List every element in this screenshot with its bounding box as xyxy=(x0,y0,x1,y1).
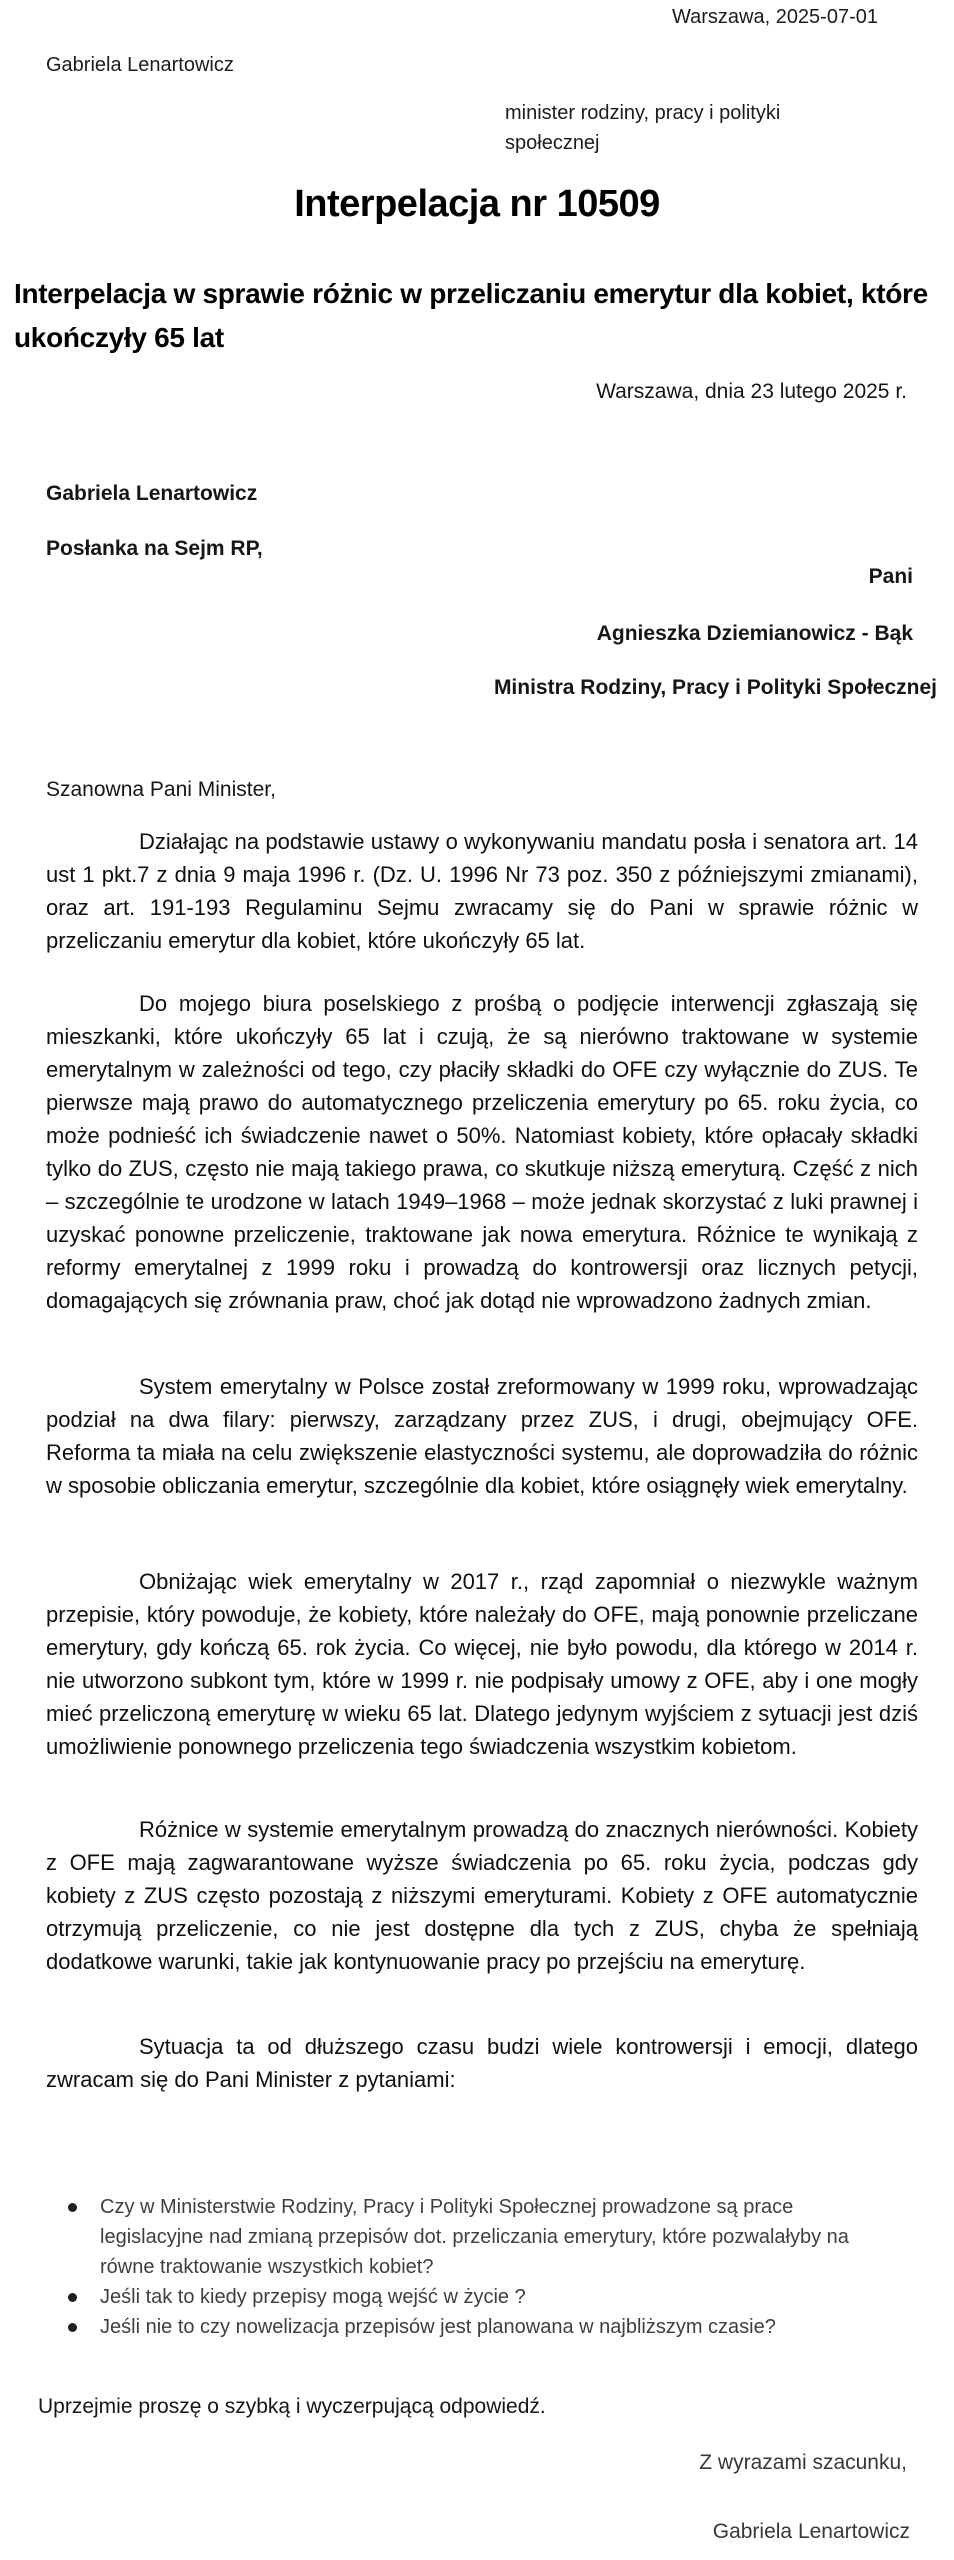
letter-date-top: Warszawa, 2025-07-01 xyxy=(671,6,878,28)
recipient-ministry: minister rodziny, pracy i polityki społecznej xyxy=(505,102,781,154)
paragraph-retirement-age-2017: Obniżając wiek emerytalny w 2017 r., rząd zapomniał o niezwykle ważnym przepisie, który powoduje, że kobiety, które należały do OFE, mają ponownie przeliczane emerytury, gdy kończą 65. rok życia. Co więcej, nie było powodu, dla którego w 2014 r. nie utworzono subkont tym, które w 1999 r. nie podpisały umowy z OFE, aby i one mogły mieć przeliczoną emeryturę w wieku 65 lat. Dlatego jedynym wyjściem z sytuacji jest dziś umożliwienie ponownego przeliczenia tego świadczenia wszystkim kobietom. xyxy=(46,1569,918,1759)
paragraph-inequalities: Różnice w systemie emerytalnym prowadzą do znacznych nierówności. Kobiety z OFE mają zagwarantowane wyższe świadczenia po 65. roku życia, podczas gdy kobiety z ZUS często pozostają z niższymi emeryturami. Kobiety z OFE automatycznie otrzymują przeliczenie, co nie jest dostępne dla tych z ZUS, chyba że spełniają dodatkowe warunki, takie jak kontynuowanie pracy po przejściu na emeryturę. xyxy=(46,1817,918,1974)
paragraph-questions-intro: Sytuacja ta od dłuższego czasu budzi wiele kontrowersji i emocji, dlatego zwracam się do Pani Minister z pytaniami: xyxy=(46,2034,918,2092)
closing-request: Uprzejmie proszę o szybką i wyczerpującą odpowiedź. xyxy=(38,2395,546,2418)
closing-regards: Z wyrazami szacunku, xyxy=(699,2451,907,2474)
addressee-name: Agnieszka Dziemianowicz - Bąk xyxy=(596,622,913,645)
sender-role: Posłanka na Sejm RP, xyxy=(46,537,263,560)
interpellation-subject-title: Interpelacja w sprawie różnic w przeliczaniu emerytur dla kobiet, które ukończyły 65 lat xyxy=(14,278,928,353)
paragraph-legal-basis: Działając na podstawie ustawy o wykonywaniu mandatu posła i senatora art. 14 ust 1 pkt.7 z dnia 9 maja 1996 r. (Dz. U. 1996 Nr 73 poz. 350 z późniejszymi zmianami), oraz art. 191-193 Regulaminu Sejmu zwracamy się do Pani w sprawie różnic w przeliczaniu emerytur dla kobiet, które ukończyły 65 lat. xyxy=(46,829,918,953)
sender-name-top: Gabriela Lenartowicz xyxy=(46,54,234,76)
questions-list xyxy=(46,2192,894,2342)
interpellation-number-title: Interpelacja nr 10509 xyxy=(294,183,660,225)
question-item-when-effective: Jeśli tak to kiedy przepisy mogą wejść w życie ? xyxy=(46,2282,894,2312)
paragraph-pension-reform: System emerytalny w Polsce został zreformowany w 1999 roku, wprowadzając podział na dwa filary: pierwszy, zarządzany przez ZUS, i drugi, obejmujący OFE. Reforma ta miała na celu zwiększenie elastyczności systemu, ale doprowadziła do różnic w sposobie obliczania emerytur, szczególnie dla kobiet, które osiągnęły wiek emerytalny. xyxy=(46,1374,918,1498)
addressee-intro: Pani xyxy=(868,565,913,588)
salutation: Szanowna Pani Minister, xyxy=(46,778,276,801)
sender-name: Gabriela Lenartowicz xyxy=(46,482,258,505)
addressee-role: Ministra Rodziny, Pracy i Polityki Społecznej xyxy=(493,676,937,699)
question-item-amendment-planned: Jeśli nie to czy nowelizacja przepisów jest planowana w najbliższym czasie? xyxy=(46,2312,894,2342)
question-item-legislative-works: Czy w Ministerstwie Rodziny, Pracy i Polityki Społecznej prowadzone są prace legislacyjne nad zmianą przepisów dot. przeliczania emerytury, które pozwalałyby na równe traktowanie wszystkich kobiet? xyxy=(46,2192,894,2282)
signature-name: Gabriela Lenartowicz xyxy=(712,2520,910,2543)
letter-date: Warszawa, dnia 23 lutego 2025 r. xyxy=(596,380,907,403)
paragraph-constituent-complaints: Do mojego biura poselskiego z prośbą o podjęcie interwencji zgłaszają się mieszkanki, które ukończyły 65 lat i czują, że są nierówno traktowane w systemie emerytalnym w zależności od tego, czy płaciły składki do OFE czy wyłącznie do ZUS. Te pierwsze mają prawo do automatycznego przeliczenia emerytury po 65. roku życia, co może podnieść ich świadczenie nawet o 50%. Natomiast kobiety, które opłacały składki tylko do ZUS, często nie mają takiego prawa, co skutkuje niższą emeryturą. Część z nich – szczególnie te urodzone w latach 1949–1968 – może jednak skorzystać z luki prawnej i uzyskać ponowne przeliczenie, traktowane jak nowa emerytura. Różnice te wynikają z reformy emerytalnej z 1999 roku i prowadzą do kontrowersji oraz licznych petycji, domagających się zrównania praw, choć jak dotąd nie wprowadzono żadnych zmian. xyxy=(46,991,918,1313)
